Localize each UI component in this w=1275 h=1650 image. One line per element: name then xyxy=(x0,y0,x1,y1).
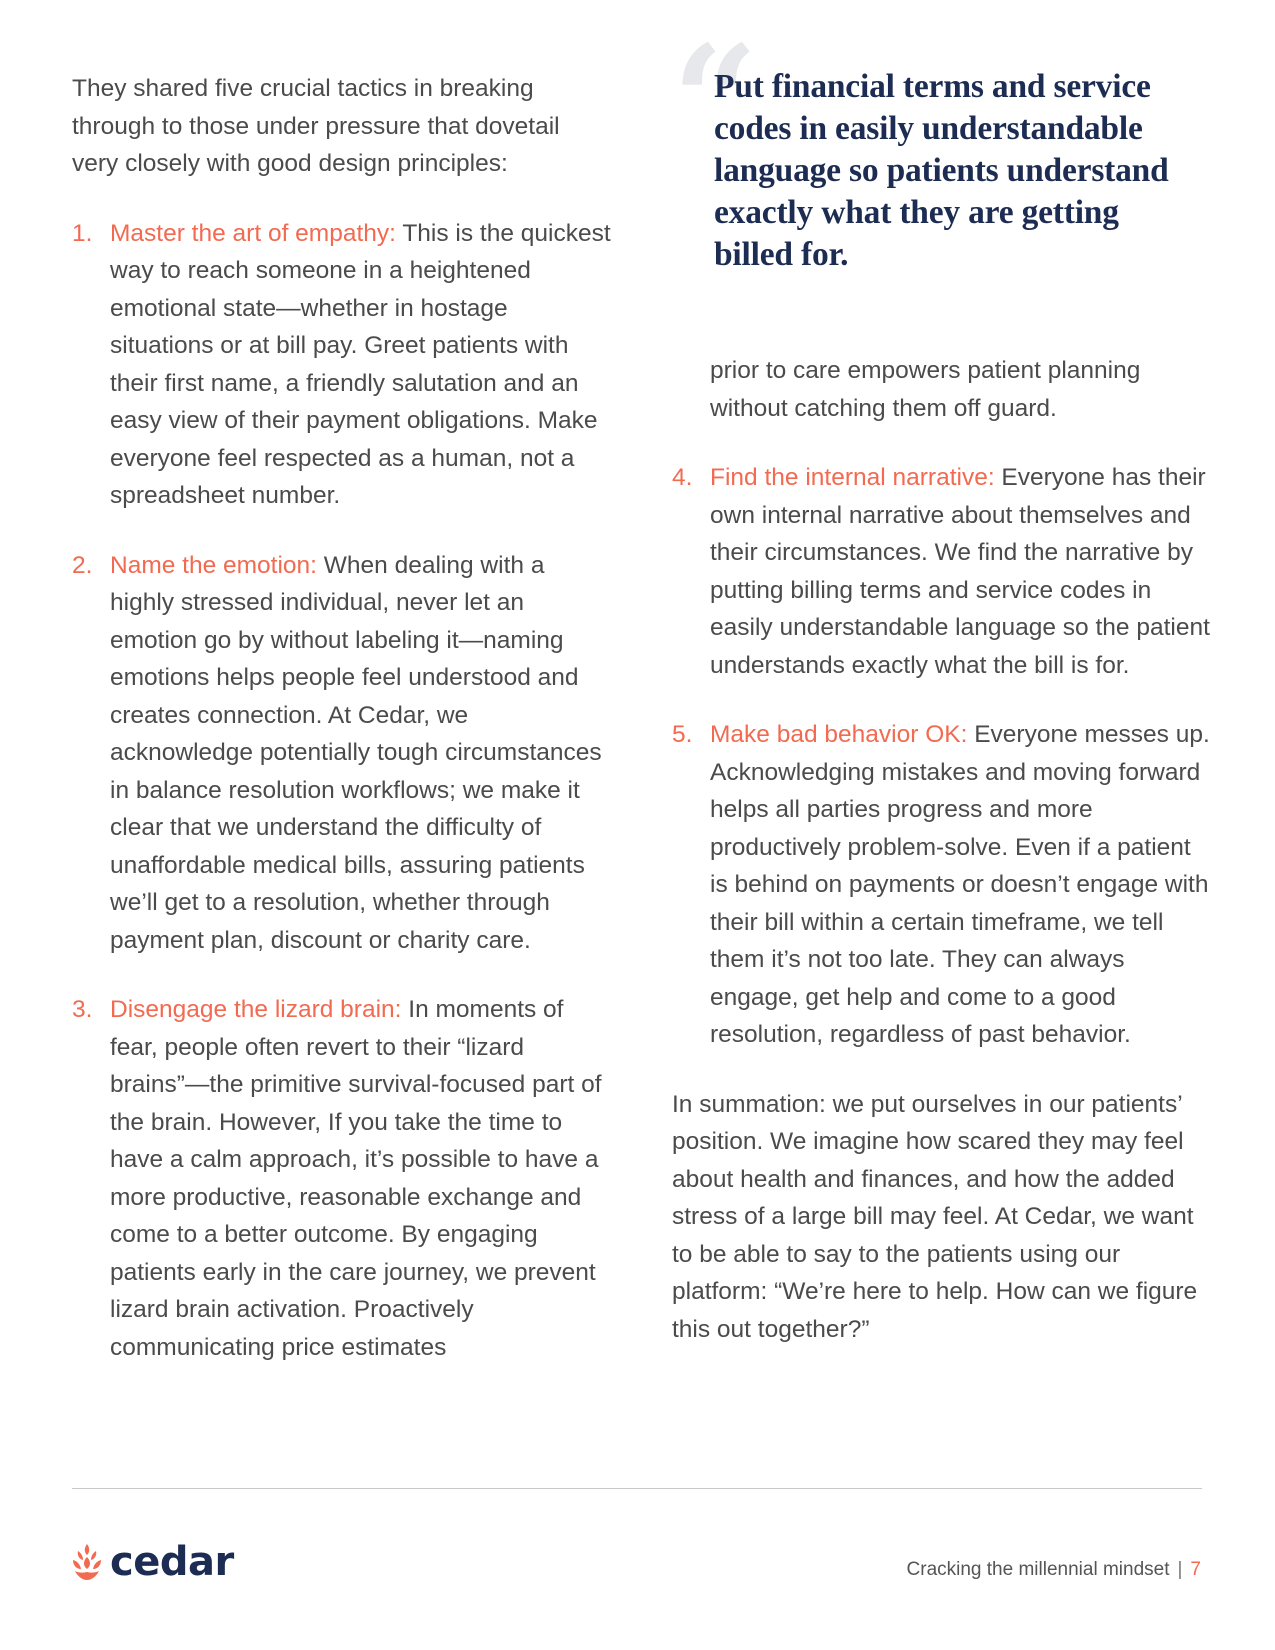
list-number: 5. xyxy=(672,721,693,748)
list-item-body: In moments of fear, people often revert to their “lizard brains”—the primitive survival-focused part of the brain. However, If you take the time to have a calm approach, it’s possible to have a more productive, reasonable exchange and come to a better outcome. By engaging patients early in the care journey, we prevent lizard brain activation. Proactively communicating price estimates xyxy=(110,996,602,1361)
list-item-3-continuation: prior to care empowers patient planning without catching them off guard. xyxy=(710,357,1141,422)
publication-title: Cracking the millennial mindset xyxy=(906,1559,1170,1580)
list-number: 2. xyxy=(72,551,93,579)
footer-divider xyxy=(72,1488,1202,1489)
cedar-logo xyxy=(70,1538,234,1586)
list-number: 4. xyxy=(672,464,693,491)
list-item-heading: Disengage the lizard brain: xyxy=(110,996,402,1023)
pull-quote-text: Put financial terms and service codes in easily understandable language so patients understand exactly what they are getting billed for. xyxy=(714,68,1169,273)
summary-paragraph: In summation: we put ourselves in our patients’ position. We imagine how scared they may feel about health and finances, and how the added stress of a large bill may feel. At Cedar, we want to be able to say to the patients using our platform: “We’re here to help. How can we figure this out together?” xyxy=(672,1090,1198,1343)
list-item-heading: Make bad behavior OK: xyxy=(710,721,968,748)
list-number: 1. xyxy=(72,219,93,247)
left-column xyxy=(72,70,612,1398)
logo-wordmark: cedar xyxy=(110,1539,234,1585)
list-item-heading: Find the internal narrative: xyxy=(710,464,995,491)
page-footer xyxy=(907,1558,1201,1582)
list-item-2 xyxy=(72,547,612,960)
footer-separator: | xyxy=(1177,1559,1183,1580)
pull-quote xyxy=(672,13,1198,344)
list-item-heading: Master the art of empathy: xyxy=(110,219,396,247)
list-item-body: This is the quickest way to reach someone in a heightened emotional state—whether in hostage situations or at bill pay. Greet patients with their first name, a friendly salutation and an easy view of their payment obligations. Make everyone feel respected as a human, not a spreadsheet number. xyxy=(110,219,611,509)
list-item-1 xyxy=(72,215,612,515)
page-number: 7 xyxy=(1190,1559,1201,1580)
cedar-cone-icon xyxy=(70,1542,104,1582)
list-number: 3. xyxy=(72,996,93,1023)
list-item-3 xyxy=(72,991,612,1366)
list-item-heading: Name the emotion: xyxy=(110,551,317,579)
list-item-body: When dealing with a highly stressed individual, never let an emotion go by without labeling it—naming emotions helps people feel understood and creates connection. At Cedar, we acknowledge potentially tough circumstances in balance resolution workflows; we make it clear that we understand the difficulty of unaffordable medical bills, assuring patients we’ll get to a resolution, whether through payment plan, discount or charity care. xyxy=(110,551,602,954)
list-item-5 xyxy=(672,716,1212,1054)
list-item-body: Everyone messes up. Acknowledging mistakes and moving forward helps all parties progress and more productively problem-solve. Even if a patient is behind on payments or doesn’t engage with their bill within a certain timeframe, we tell them it’s not too late. They can always engage, get help and come to a good resolution, regardless of past behavior. xyxy=(710,721,1210,1048)
quote-mark-icon: “ xyxy=(672,13,759,189)
list-item-body: Everyone has their own internal narrative about themselves and their circumstances. We find the narrative by putting billing terms and service codes in easily understandable language so the patient understands exactly what the bill is for. xyxy=(710,464,1210,679)
right-column xyxy=(672,352,1212,1348)
intro-paragraph: They shared five crucial tactics in breaking through to those under pressure that dovetail very closely with good design principles: xyxy=(72,75,560,177)
list-item-4 xyxy=(672,459,1212,684)
